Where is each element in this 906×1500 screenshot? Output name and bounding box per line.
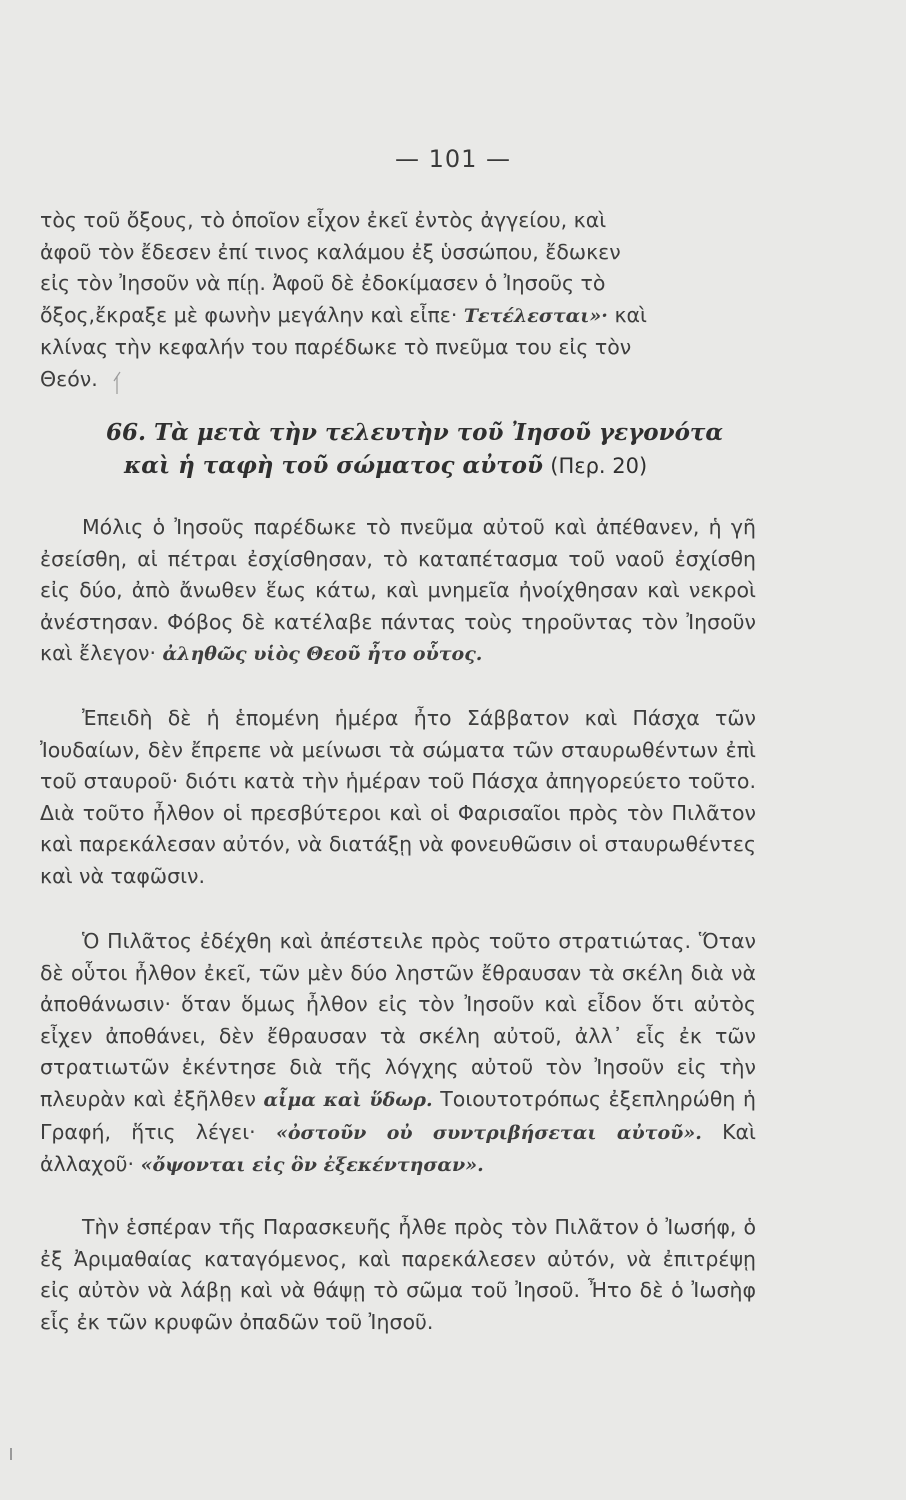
- paragraph-4: [40, 1212, 756, 1338]
- paragraph-span: Καὶ ἀλλαχοῦ·: [40, 1119, 756, 1177]
- paragraph-span: Τοιουτοτρόπως ἐξεπληρώθη ἡ Γραφή, ἥτις λέγει·: [40, 1086, 757, 1144]
- paragraph-span: Ὁ Πιλᾶτος ἐδέχθη καὶ ἀπέστειλε πρὸς τοῦτο στρατιώτας. Ὅταν δὲ οὗτοι ἦλθον ἐκεῖ, τῶν μὲν δύο ληστῶν ἔθραυσαν τὰ σκέλη διὰ νὰ ἀποθάνωσιν· ὅταν ὅμως ἦλθον εἰς τὸν Ἰησοῦν καὶ εἶδον ὅτι αὐτὸς εἶχεν ἀποθάνει, δὲν ἔθραυσαν τὰ σκέλη αὐτοῦ, ἀλλ᾽ εἷς ἐκ τῶν στρατιωτῶν ἐκέντησε διὰ τῆς λόγχης αὐτοῦ τὸν Ἰησοῦν εἰς τὴν πλευρὰν καὶ ἐξῆλθεν: [40, 929, 756, 1111]
- quote-italic: αἷμα καὶ ὕδωρ.: [263, 1088, 433, 1111]
- intro-paragraph: [40, 205, 756, 396]
- scan-mark: [10, 1448, 12, 1460]
- text-line: τὸς τοῦ ὄξους, τὸ ὁποῖον εἶχον ἐκεῖ ἐντὸς ἀγγείου, καὶ: [40, 208, 607, 232]
- section-heading: [40, 416, 756, 483]
- text-span: ὄξος,ἔκραξε μὲ φωνὴν μεγάλην καὶ εἶπε·: [40, 302, 458, 327]
- quote-italic: Τετέλεσται»·: [463, 304, 608, 327]
- quote-italic: ἀληθῶς υἱὸς Θεοῦ ἦτο οὗτος.: [162, 643, 483, 666]
- text-line: κλίνας τὴν κεφαλήν του παρέδωκε τὸ πνεῦμα του εἰς τὸν: [40, 335, 632, 360]
- text-line: Θεόν.: [40, 366, 98, 391]
- paragraph-text: [40, 926, 756, 1182]
- paragraph-text: Τὴν ἑσπέραν τῆς Παρασκευῆς ἦλθε πρὸς τὸν Πιλᾶτον ὁ Ἰωσήφ, ὁ ἐξ Ἀριμαθαίας καταγόμενος, καὶ παρεκάλεσεν αὐτόν, νὰ ἐπιτρέψῃ εἰς αὐτὸν νὰ λάβῃ καὶ νὰ θάψῃ τὸ σῶμα τοῦ Ἰησοῦ. Ἦτο δὲ ὁ Ἰωσὴφ εἷς ἐκ τῶν κρυφῶν ὀπαδῶν τοῦ Ἰησοῦ.: [40, 1215, 756, 1334]
- paragraph-1: [40, 512, 756, 671]
- paragraph-2: [40, 703, 756, 893]
- heading-line-2: [40, 449, 756, 483]
- handwritten-mark: [112, 370, 122, 396]
- quote-italic: «ὄψονται εἰς ὃν ἐξεκέντησαν».: [140, 1154, 484, 1177]
- paragraph-3: [40, 926, 756, 1182]
- paragraph-text: [40, 512, 756, 671]
- page-number: — 101 —: [394, 145, 512, 173]
- text-line: ἀφοῦ τὸν ἔδεσεν ἐπί τινος καλάμου ἐξ ὑσσώπου, ἔδωκεν: [40, 239, 621, 264]
- heading-reference: (Περ. 20): [550, 454, 648, 478]
- paragraph-span: Μόλις ὁ Ἰησοῦς παρέδωκε τὸ πνεῦμα αὐτοῦ καὶ ἀπέθανεν, ἡ γῆ ἐσείσθη, αἱ πέτραι ἐσχίσθησαν, τὸ καταπέτασμα τοῦ ναοῦ ἐσχίσθη εἰς δύο, ἀπὸ ἄνωθεν ἕως κάτω, καὶ μνημεῖα ἠνοίχθησαν καὶ νεκροὶ ἀνέστησαν. Φόβος δὲ κατέλαβε πάντας τοὺς τηροῦντας τὸν Ἰησοῦν καὶ ἔλεγον·: [40, 515, 756, 666]
- text-line: [40, 300, 756, 333]
- text-line: εἰς τὸν Ἰησοῦν νὰ πίῃ. Ἀφοῦ δὲ ἐδοκίμασεν ὁ Ἰησοῦς τὸ: [40, 271, 606, 296]
- heading-line-2-text: καὶ ἡ ταφὴ τοῦ σώματος αὐτοῦ: [124, 452, 543, 479]
- quote-italic: «ὀστοῦν οὐ συντριβήσεται αὐτοῦ».: [275, 1121, 702, 1144]
- text-span: καὶ: [614, 302, 647, 327]
- heading-line-1: 66. Τὰ μετὰ τὴν τελευτὴν τοῦ Ἰησοῦ γεγονότα: [106, 419, 724, 446]
- paragraph-text: Ἐπειδὴ δὲ ἡ ἑπομένη ἡμέρα ἦτο Σάββατον καὶ Πάσχα τῶν Ἰουδαίων, δὲν ἔπρεπε νὰ μείνωσι τὰ σώματα τῶν σταυρωθέντων ἐπὶ τοῦ σταυροῦ· διότι κατὰ τὴν ἡμέραν τοῦ Πάσχα ἀπηγορεύετο τοῦτο. Διὰ τοῦτο ἦλθον οἱ πρεσβύτεροι καὶ οἱ Φαρισαῖοι πρὸς τὸν Πιλᾶτον καὶ παρεκάλεσαν αὐτόν, νὰ διατάξῃ νὰ φονευθῶσιν οἱ σταυρωθέντες καὶ νὰ ταφῶσιν.: [40, 706, 756, 888]
